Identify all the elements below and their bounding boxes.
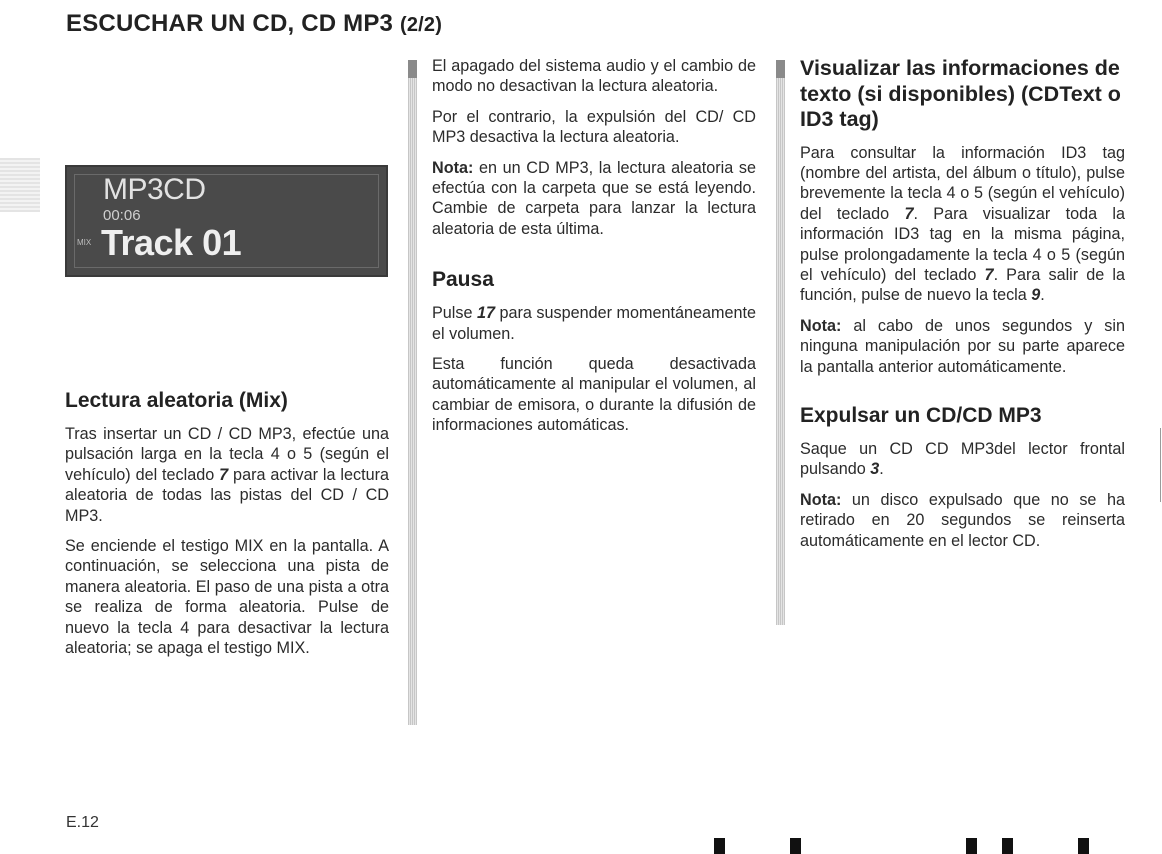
key-ref-7: 7 xyxy=(219,465,229,484)
paragraph-eject: Saque un CD CD MP3del lector frontal pulsando 3. xyxy=(800,439,1125,479)
paragraph-random-play-mix: Se enciende el testigo MIX en la pantalla. A continuación, se selecciona una pista de manera aleatoria. El paso de una pista a otra se realiza de forma aleatoria. Pulse de nuevo la tecla 4 para desactivar la lectura aleatoria; se apaga el testigo MIX. xyxy=(65,537,389,658)
column-divider xyxy=(776,60,785,625)
registration-mark xyxy=(790,838,801,854)
registration-mark xyxy=(1078,838,1089,854)
page-title-suffix: (2/2) xyxy=(399,14,443,36)
registration-mark xyxy=(966,838,977,854)
paragraph-eject-deactivates: Por el contrario, la expulsión del CD/ CD MP3 desactiva la lectura aleatoria. xyxy=(432,107,756,147)
key-ref-3: 3 xyxy=(870,460,880,479)
radio-display-illustration xyxy=(65,165,388,277)
heading-text-info: Visualizar las informaciones de texto (si disponibles) (CDText o ID3 tag) xyxy=(800,56,1121,131)
key-ref-7: 7 xyxy=(984,265,994,284)
column-random-pause xyxy=(432,56,756,446)
key-ref-9: 9 xyxy=(1031,286,1041,305)
page-title xyxy=(66,10,442,38)
note-folder-random: Nota: en un CD MP3, la lectura aleatoria se efectúa con la carpeta que se está leyendo. Cambie de carpeta para lanzar la lectura aleatoria de esta última. xyxy=(432,158,756,238)
display-time: 00:06 xyxy=(103,207,141,224)
key-ref-7: 7 xyxy=(904,204,914,223)
paragraph-pause: Pulse 17 para suspender momentáneamente el volumen. xyxy=(432,304,756,343)
note-label: Nota: xyxy=(432,158,474,177)
section-tab-marker xyxy=(0,158,40,212)
column-random-play xyxy=(65,388,389,668)
page-title-text: ESCUCHAR UN CD, CD MP3 xyxy=(66,10,394,37)
registration-mark xyxy=(1002,838,1013,854)
key-ref-17: 17 xyxy=(477,304,496,323)
paragraph-id3-tag: Para consultar la información ID3 tag (nombre del artista, del álbum o título), pulse brevemente la tecla 4 o 5 (según el vehículo) del teclado 7. Para visualizar toda la información ID3 tag en la misma página, pulse prolongadamente la tecla 4 o 5 (según el vehículo) del teclado 7. Para salir de la función, pulse de nuevo la tecla 9. xyxy=(800,143,1125,305)
display-mode: MP3CD xyxy=(103,173,206,206)
note-screen-return: Nota: al cabo de unos segundos y sin ninguna manipulación por su parte aparece la pantalla anterior automáticamente. xyxy=(800,316,1125,376)
paragraph-random-play-activate: Tras insertar un CD / CD MP3, efectúe una pulsación larga en la tecla 4 o 5 (según el vehículo) del teclado 7 para activar la lectura aleatoria de todas las pistas del CD / CD MP3. xyxy=(65,425,389,525)
column-divider xyxy=(408,60,417,725)
page-edge-line xyxy=(1160,428,1161,502)
display-track: Track 01 xyxy=(101,222,242,263)
note-label: Nota: xyxy=(800,490,842,509)
column-text-info xyxy=(800,56,1125,561)
page-number: E.12 xyxy=(66,814,99,831)
paragraph-pause-deactivated: Esta función queda desactivada automáticamente al manipular el volumen, al cambiar de emisora, o durante la difusión de informaciones automáticas. xyxy=(432,355,756,435)
heading-pause: Pausa xyxy=(432,268,494,292)
note-reinsert: Nota: un disco expulsado que no se ha retirado en 20 segundos se reinserta automáticamente en el lector CD. xyxy=(800,490,1125,550)
note-label: Nota: xyxy=(800,316,842,335)
heading-eject: Expulsar un CD/CD MP3 xyxy=(800,403,1042,427)
paragraph-power-off: El apagado del sistema audio y el cambio de modo no desactivan la lectura aleatoria. xyxy=(432,57,756,96)
registration-mark xyxy=(714,838,725,854)
display-mix-indicator: MIX xyxy=(77,238,92,247)
heading-random-play: Lectura aleatoria (Mix) xyxy=(65,389,288,412)
